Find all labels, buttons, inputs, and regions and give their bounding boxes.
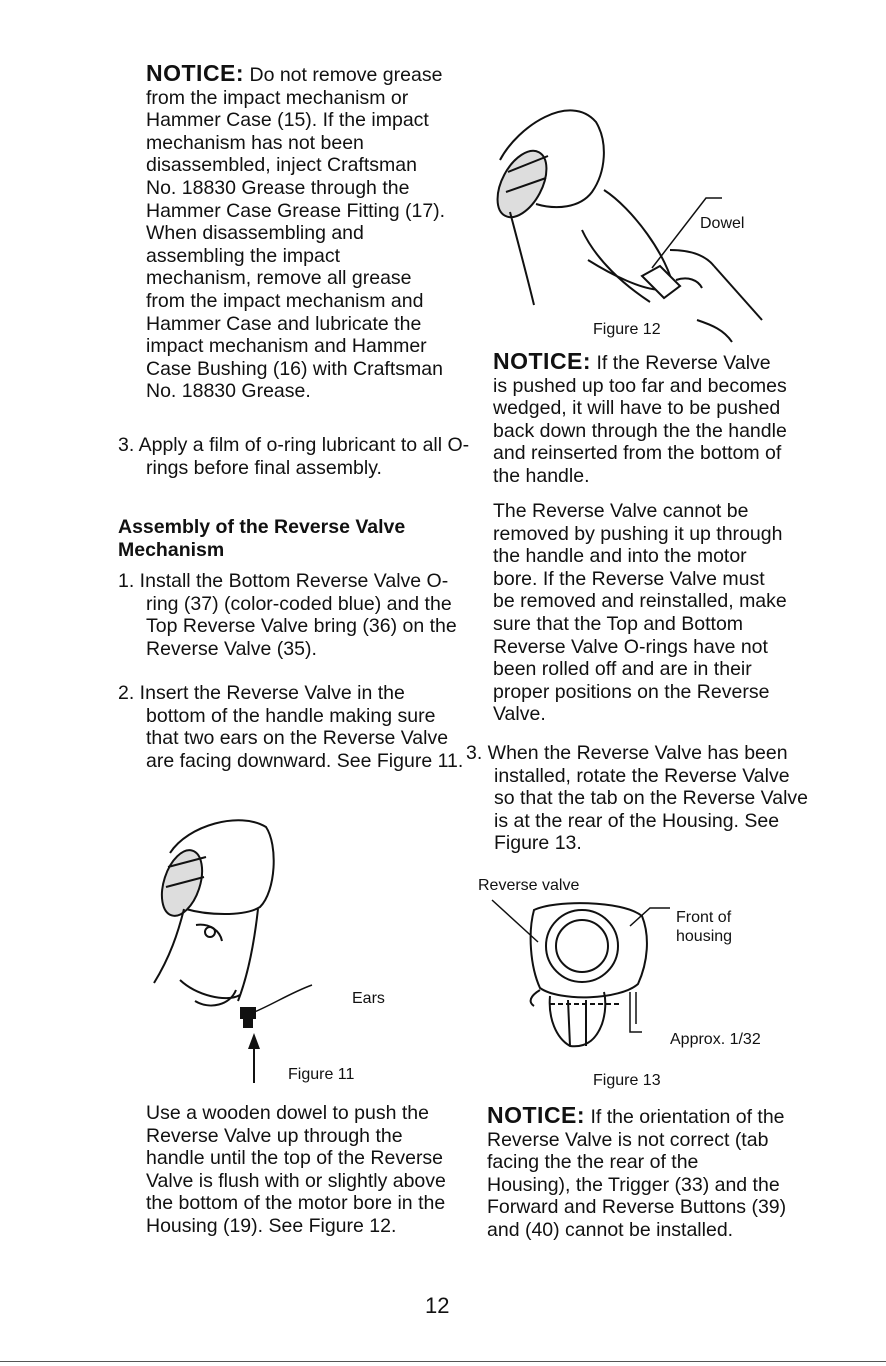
- fig13-front-label: Front of housing: [676, 909, 733, 945]
- notice-1-block: [493, 350, 788, 488]
- step-1: 1. Install the Bottom Reverse Valve O-ring (37) (color-coded blue) and the Top Reverse Valve bring (36) on the Reverse Valve (35).: [118, 570, 457, 660]
- step-3-left: 3. Apply a film of o-ring lubricant to all O-rings before final assembly.: [118, 434, 470, 479]
- figure-13-illustration: [490, 896, 690, 1056]
- figure-12-illustration: [492, 80, 792, 345]
- fig13-reverse-valve-label: Reverse valve: [478, 877, 580, 894]
- notice-2-label: NOTICE:: [487, 1102, 586, 1128]
- fig13-caption: Figure 13: [593, 1072, 661, 1089]
- section-heading: Assembly of the Reverse Valve Mechanism: [118, 516, 406, 561]
- page-number: 12: [425, 1293, 450, 1318]
- fig11-ears-label: Ears: [352, 990, 385, 1007]
- removal-paragraph: The Reverse Valve cannot be removed by pushing it up through the handle and into the motor bore. If the Reverse Valve must be removed and reinstalled, make sure that the Top and Bottom Reverse Valve O-rings have not been rolled off and are in their proper positions on the Reverse Valve.: [493, 500, 787, 726]
- fig12-caption: Figure 12: [593, 321, 661, 338]
- notice-2-text: If the orientation of the Reverse Valve is not correct (tab facing the the rear of the Housing), the Trigger (33) and the Forward and Reverse Buttons (39) and (40) cannot be installed.: [487, 1106, 787, 1241]
- dowel-paragraph: Use a wooden dowel to push the Reverse Valve up through the handle until the top of the Reverse Valve is flush with or slightly above the bottom of the motor bore in the Housing (19). See Figure 12.: [146, 1102, 446, 1237]
- fig11-caption: Figure 11: [288, 1066, 355, 1083]
- bottom-rule: [0, 1361, 886, 1362]
- figure-11-illustration: [140, 805, 320, 1085]
- fig12-dowel-label: Dowel: [700, 215, 745, 232]
- notice-block: [146, 62, 446, 403]
- step-2: 2. Insert the Reverse Valve in the bottom of the handle making sure that two ears on the Reverse Valve are facing downward. See Figure 11.: [118, 682, 464, 772]
- notice-2-block: [487, 1104, 787, 1242]
- notice-1-label: NOTICE:: [493, 348, 592, 374]
- fig13-approx-label: Approx. 1/32: [670, 1031, 761, 1048]
- notice-1-text: If the Reverse Valve is pushed up too far and becomes wedged, it will have to be pushed back down through the the handle and reinserted from the bottom of the handle.: [493, 352, 787, 487]
- notice-label: NOTICE:: [146, 60, 245, 86]
- step-3-right: 3. When the Reverse Valve has been installed, rotate the Reverse Valve so that the tab on the Reverse Valve is at the rear of the Housing. See Figure 13.: [466, 742, 808, 855]
- notice-text: Do not remove grease from the impact mechanism or Hammer Case (15). If the impact mechanism has not been disassembled, inject Craftsman No. 18830 Grease through the Hammer Case Grease Fitting (17). When disassembling and assembling the impact mechanism, remove all grease from the impact mechanism and Hammer Case and lubricate the impact mechanism and Hammer Case Bushing (16) with Craftsman No. 18830 Grease.: [146, 64, 446, 403]
